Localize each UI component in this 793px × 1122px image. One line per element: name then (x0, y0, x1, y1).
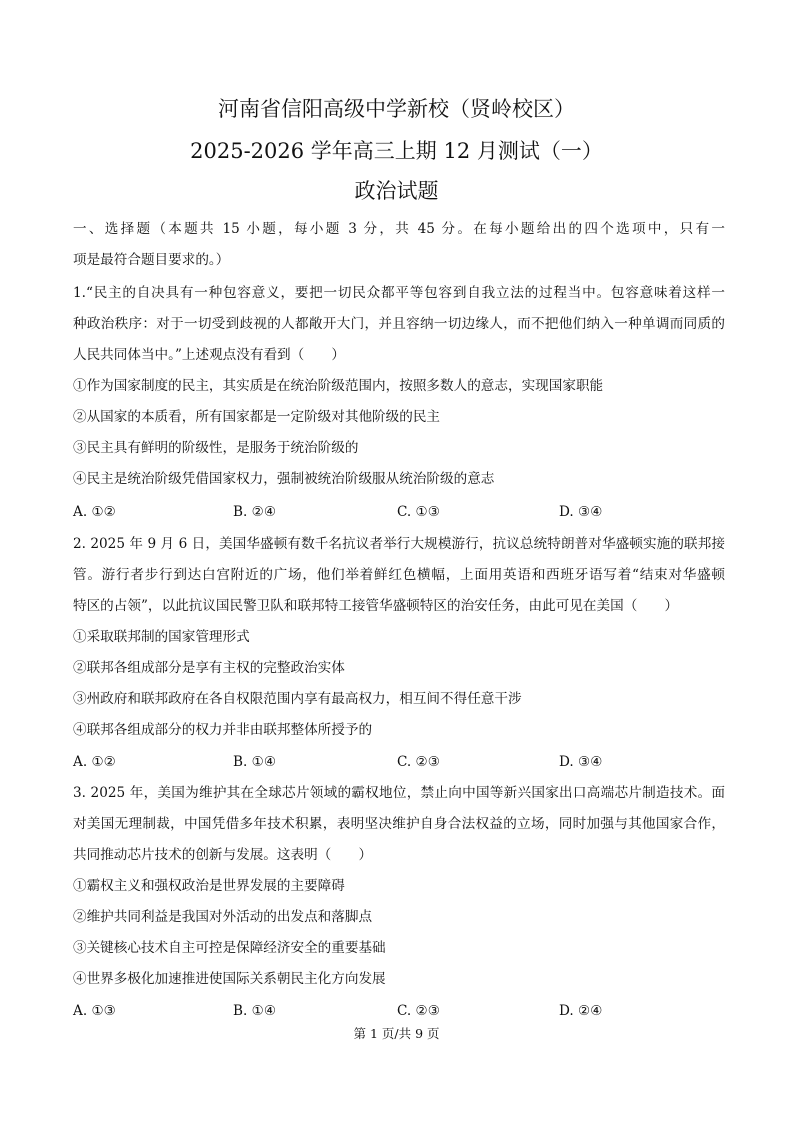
question-2-item-4: ④联邦各组成部分的权力并非由联邦整体所授予的 (73, 722, 373, 738)
question-2-stem-line-2: 管。游行者步行到达白宫附近的广场，他们举着鲜红色横幅，上面用英语和西班牙语写着“结束对华盛顿 (73, 567, 725, 583)
question-1-stem-line-2: 种政治秩序：对于一切受到歧视的人都敞开大门，并且容纳一切边缘人，而不把他们纳入一种单调而同质的 (73, 316, 725, 332)
question-1-item-4: ④民主是统治阶级凭借国家权力，强制被统治阶级服从统治阶级的意志 (73, 471, 495, 487)
question-1-item-1: ①作为国家制度的民主，其实质是在统治阶级范围内，按照多数人的意志，实现国家职能 (73, 378, 604, 394)
question-3-item-1: ①霸权主义和强权政治是世界发展的主要障碍 (73, 878, 345, 894)
option-d: D. ②④ (559, 1003, 603, 1019)
question-1-item-3: ③民主具有鲜明的阶级性，是服务于统治阶级的 (73, 440, 359, 456)
option-c: C. ②③ (397, 754, 440, 770)
option-b: B. ①④ (233, 1003, 277, 1019)
question-3-item-4: ④世界多极化加速推进使国际关系朝民主化方向发展 (73, 971, 386, 987)
option-b: B. ①④ (233, 754, 277, 770)
school-title: 河南省信阳高级中学新校（贤岭校区） (218, 97, 575, 121)
question-2-stem-line-1: 2. 2025 年 9 月 6 日，美国华盛顿有数千名抗议者举行大规模游行，抗议总统特朗普对华盛顿实施的联邦接 (73, 536, 725, 552)
question-2-stem-line-3: 特区的占领”，以此抗议国民警卫队和联邦特工接管华盛顿特区的治安任务，由此可见在美国（ ） (73, 598, 679, 614)
question-2-item-3: ③州政府和联邦政府在各自权限范围内享有最高权力，相互间不得任意干涉 (73, 691, 522, 707)
question-1-item-2: ②从国家的本质看，所有国家都是一定阶级对其他阶级的民主 (73, 409, 441, 425)
question-3-stem-line-2: 对美国无理制裁，中国凭借多年技术积累，表明坚决维护自身合法权益的立场，同时加强与其他国家合作， (73, 816, 725, 832)
subject-title: 政治试题 (354, 179, 439, 203)
question-3-stem-line-3: 共同推动芯片技术的创新与发展。这表明（ ） (73, 847, 373, 863)
question-3-item-3: ③关键核心技术自主可控是保障经济安全的重要基础 (73, 940, 386, 956)
question-2-item-1: ①采取联邦制的国家管理形式 (73, 629, 250, 645)
section-instruction-line-2: 项是最符合题目要求的。） (73, 252, 230, 268)
option-a: A. ①② (73, 754, 116, 770)
option-a: A. ①② (73, 504, 116, 520)
question-2-item-2: ②联邦各组成部分是享有主权的完整政治实体 (73, 660, 345, 676)
option-d: D. ③④ (559, 754, 603, 770)
page-footer: 第 1 页/共 9 页 (353, 1026, 440, 1041)
question-1-stem-line-3: 人民共同体当中。”上述观点没有看到（ ） (73, 347, 346, 363)
question-3-item-2: ②维护共同利益是我国对外活动的出发点和落脚点 (73, 909, 373, 925)
question-3-stem-line-1: 3. 2025 年，美国为维护其在全球芯片领域的霸权地位，禁止向中国等新兴国家出口高端芯片制造技术。面 (73, 785, 725, 801)
section-instruction-line-1: 一、选择题（本题共 15 小题，每小题 3 分，共 45 分。在每小题给出的四个选项中，只有一 (73, 221, 725, 237)
option-a: A. ①③ (73, 1003, 116, 1019)
option-d: D. ③④ (559, 504, 603, 520)
question-1-stem-line-1: 1.“民主的自决具有一种包容意义，要把一切民众都平等包容到自我立法的过程当中。包容意味着这样一 (73, 285, 725, 301)
option-c: C. ①③ (397, 504, 440, 520)
option-b: B. ②④ (233, 504, 277, 520)
exam-title: 2025-2026 学年高三上期 12 月测试（一） (190, 139, 603, 163)
option-c: C. ②③ (397, 1003, 440, 1019)
